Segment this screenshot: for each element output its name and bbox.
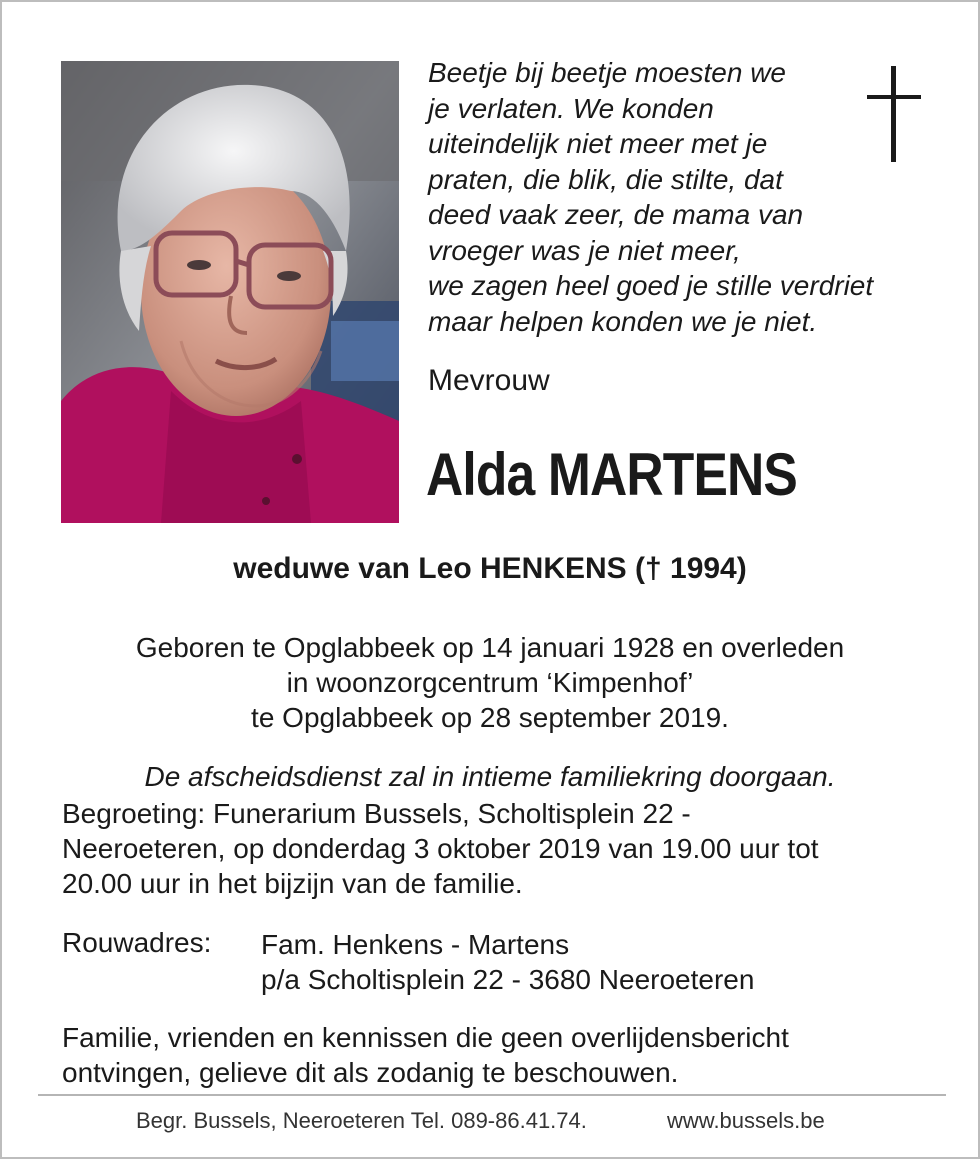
mourning-address xyxy=(261,927,754,997)
poem-line: Beetje bij beetje moesten we xyxy=(428,57,786,88)
poem-line: je verlaten. We konden xyxy=(428,92,714,124)
poem-line: deed vaak zeer, de mama van xyxy=(428,199,804,230)
greeting-line: Begroeting: Funerarium Bussels, Scholtisplein 22 - xyxy=(62,798,691,829)
family-notice-line: ontvingen, gelieve dit als zodanig te beschouwen. xyxy=(62,1057,679,1088)
latin-cross-icon xyxy=(864,66,924,162)
birth-death-line: Geboren te Opglabbeek op 14 januari 1928 en overleden xyxy=(135,632,845,663)
greeting-info xyxy=(62,796,819,901)
birth-death-line: in woonzorgcentrum ‘Kimpenhof’ xyxy=(286,667,694,698)
portrait-illustration xyxy=(61,61,399,523)
family-notice-line: Familie, vrienden en kennissen die geen overlijdensbericht xyxy=(62,1022,789,1053)
greeting-line: 20.00 uur in het bijzijn van de familie. xyxy=(62,868,523,899)
funeral-home-contact: Begr. Bussels, Neeroeteren Tel. 089-86.41.74. xyxy=(136,1108,587,1133)
footer-divider xyxy=(38,1094,946,1096)
birth-death-info xyxy=(2,630,978,735)
greeting-line: Neeroeteren, op donderdag 3 oktober 2019 van 19.00 uur tot xyxy=(62,833,819,864)
deceased-name: Alda MARTENS xyxy=(426,441,797,508)
poem-line: we zagen heel goed je stille verdriet xyxy=(428,270,874,301)
address-line: p/a Scholtisplein 22 - 3680 Neeroeteren xyxy=(261,964,755,995)
birth-death-line: te Opglabbeek op 28 september 2019. xyxy=(251,702,729,733)
website-link[interactable]: www.bussels.be xyxy=(667,1108,825,1133)
family-notice xyxy=(62,1020,789,1090)
poem-line: uiteindelijk niet meer met je xyxy=(428,128,768,159)
address-line: Fam. Henkens - Martens xyxy=(261,929,570,960)
portrait-photo xyxy=(61,61,399,523)
poem xyxy=(428,55,928,339)
poem-line: vroeger was je niet meer, xyxy=(428,234,741,266)
widow-of: weduwe van Leo HENKENS († 1994) xyxy=(233,552,747,585)
poem-line: praten, die blik, die stilte, dat xyxy=(428,163,783,195)
address-label: Rouwadres: xyxy=(62,927,212,958)
service-notice: De afscheidsdienst zal in intieme familiekring doorgaan. xyxy=(144,761,836,792)
poem-line: maar helpen konden we je niet. xyxy=(428,305,818,337)
honorific: Mevrouw xyxy=(428,364,550,397)
